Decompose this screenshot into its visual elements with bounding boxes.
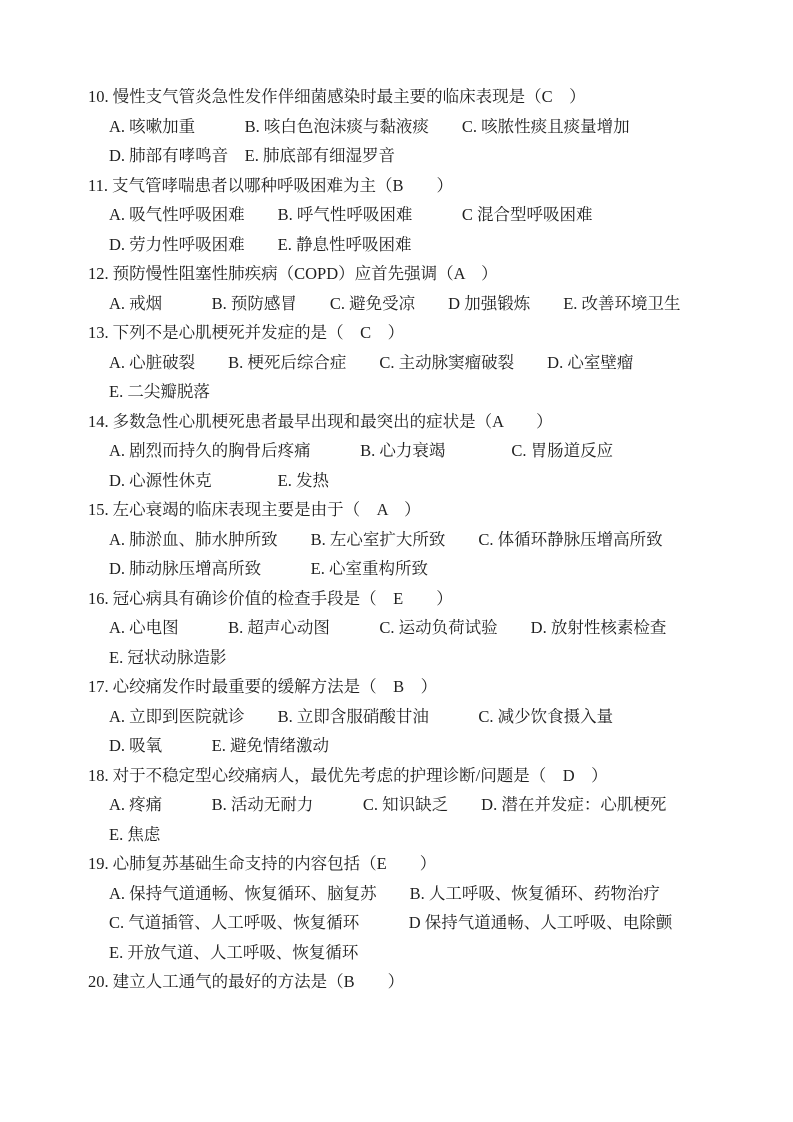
question-block bbox=[88, 495, 738, 584]
question-text: 建立人工通气的最好的方法是（B ） bbox=[112, 972, 405, 991]
question-text: 下列不是心肌梗死并发症的是（ C ） bbox=[112, 323, 405, 342]
question-number: 11. bbox=[88, 175, 109, 195]
question-number: 17. bbox=[88, 677, 109, 696]
option-line: D. 心源性休克 E. 发热 bbox=[109, 470, 329, 490]
question-stem bbox=[88, 672, 738, 702]
option-line: A. 咳嗽加重 B. 咳白色泡沫痰与黏液痰 C. 咳脓性痰且痰量增加 bbox=[109, 116, 630, 136]
question-text: 慢性支气管炎急性发作伴细菌感染时最主要的临床表现是（C ） bbox=[112, 87, 586, 106]
question-text: 左心衰竭的临床表现主要是由于（ A ） bbox=[112, 500, 421, 519]
question-block bbox=[88, 407, 738, 496]
question-number: 10. bbox=[88, 87, 109, 106]
question-stem bbox=[88, 584, 738, 614]
option-line: A. 心脏破裂 B. 梗死后综合症 C. 主动脉窦瘤破裂 D. 心室壁瘤 bbox=[109, 352, 634, 372]
question-stem bbox=[88, 761, 738, 791]
question-text: 支气管哮喘患者以哪种呼吸困难为主（B ） bbox=[112, 175, 454, 195]
question-text: 冠心病具有确诊价值的检查手段是（ E ） bbox=[112, 588, 453, 608]
question-stem bbox=[88, 82, 738, 112]
option-line: D. 劳力性呼吸困难 E. 静息性呼吸困难 bbox=[109, 234, 412, 254]
question-block bbox=[88, 318, 738, 407]
question-stem bbox=[88, 318, 738, 348]
option-line: A. 剧烈而持久的胸骨后疼痛 B. 心力衰竭 C. 胃肠道反应 bbox=[109, 441, 614, 460]
question-text: 多数急性心肌梗死患者最早出现和最突出的症状是（A ） bbox=[112, 411, 553, 431]
option-line: D. 肺动脉压增高所致 E. 心室重构所致 bbox=[109, 559, 428, 578]
question-text: 对于不稳定型心绞痛病人，最优先考虑的护理诊断/问题是（ D ） bbox=[112, 765, 608, 785]
question-number: 15. bbox=[88, 500, 109, 519]
option-line: A. 立即到医院就诊 B. 立即含服硝酸甘油 C. 减少饮食摄入量 bbox=[109, 706, 614, 726]
question-block bbox=[88, 259, 738, 318]
question-number: 12. bbox=[88, 264, 109, 283]
question-number: 13. bbox=[88, 323, 109, 342]
question-stem bbox=[88, 849, 738, 879]
question-block bbox=[88, 171, 738, 260]
option-line: A. 保持气道通畅、恢复循环、脑复苏 B. 人工呼吸、恢复循环、药物治疗 bbox=[109, 883, 660, 903]
question-block bbox=[88, 849, 738, 967]
option-line: D. 吸氧 E. 避免情绪激动 bbox=[109, 736, 329, 755]
option-line: E. 开放气道、人工呼吸、恢复循环 bbox=[109, 942, 359, 962]
question-number: 14. bbox=[88, 411, 109, 431]
question-stem bbox=[88, 259, 738, 289]
question-block bbox=[88, 761, 738, 850]
question-text: 心肺复苏基础生命支持的内容包括（E ） bbox=[112, 854, 437, 873]
question-text: 心绞痛发作时最重要的缓解方法是（ B ） bbox=[112, 677, 438, 696]
question-number: 16. bbox=[88, 588, 109, 608]
option-line: D. 肺部有哮鸣音 E. 肺底部有细湿罗音 bbox=[109, 146, 395, 165]
question-stem bbox=[88, 967, 738, 997]
question-list bbox=[88, 82, 738, 997]
question-number: 20. bbox=[88, 972, 109, 991]
question-text: 预防慢性阻塞性肺疾病（COPD）应首先强调（A ） bbox=[112, 264, 498, 283]
question-block bbox=[88, 672, 738, 761]
option-line: A. 戒烟 B. 预防感冒 C. 避免受凉 D 加强锻炼 E. 改善环境卫生 bbox=[109, 293, 681, 313]
option-line: E. 焦虑 bbox=[109, 824, 161, 844]
question-number: 19. bbox=[88, 854, 109, 873]
question-number: 18. bbox=[88, 765, 109, 785]
question-block bbox=[88, 82, 738, 171]
option-line: A. 疼痛 B. 活动无耐力 C. 知识缺乏 D. 潜在并发症：心肌梗死 bbox=[109, 795, 667, 814]
question-stem bbox=[88, 407, 738, 437]
question-stem bbox=[88, 495, 738, 525]
option-line: A. 吸气性呼吸困难 B. 呼气性呼吸困难 C 混合型呼吸困难 bbox=[109, 205, 593, 224]
option-line: C. 气道插管、人工呼吸、恢复循环 D 保持气道通畅、人工呼吸、电除颤 bbox=[109, 913, 673, 932]
question-stem bbox=[88, 171, 738, 201]
option-line: E. 二尖瓣脱落 bbox=[109, 382, 210, 401]
question-block bbox=[88, 967, 738, 997]
question-block bbox=[88, 584, 738, 673]
option-line: A. 肺淤血、肺水肿所致 B. 左心室扩大所致 C. 体循环静脉压增高所致 bbox=[109, 529, 663, 549]
option-line: E. 冠状动脉造影 bbox=[109, 647, 227, 667]
option-line: A. 心电图 B. 超声心动图 C. 运动负荷试验 D. 放射性核素检查 bbox=[109, 618, 667, 637]
